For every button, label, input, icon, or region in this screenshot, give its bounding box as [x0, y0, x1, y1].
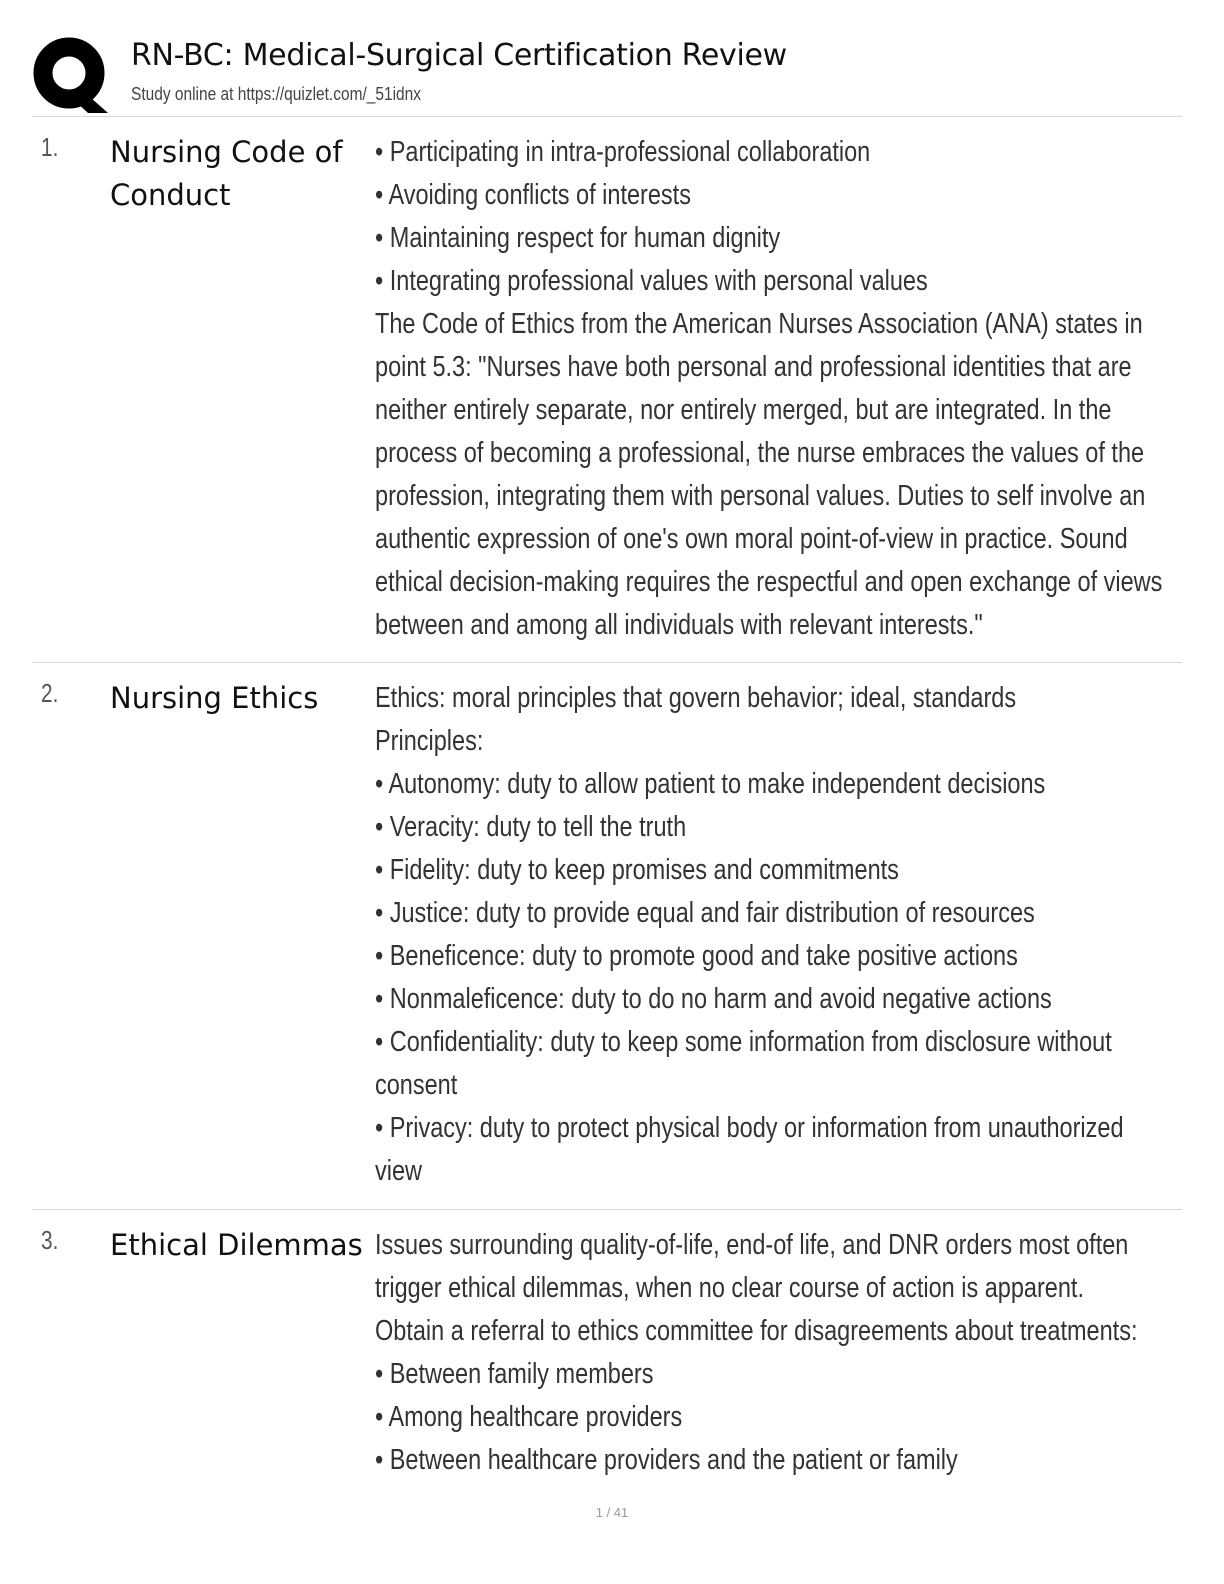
- definition-line: • Maintaining respect for human dignity: [375, 222, 781, 254]
- definition-line: • Nonmaleficence: duty to do no harm and avoid negative actions: [375, 983, 1052, 1015]
- definition-line: point 5.3: "Nurses have both personal and professional identities that are: [375, 351, 1132, 383]
- definition-line: Ethics: moral principles that govern behavior; ideal, standards: [375, 682, 1017, 714]
- definition-line: Principles:: [375, 725, 484, 757]
- definition-line: • Beneficence: duty to promote good and take positive actions: [375, 940, 1018, 972]
- definition-line: trigger ethical dilemmas, when no clear course of action is apparent.: [375, 1272, 1084, 1304]
- quizlet-logo-icon: [32, 36, 110, 114]
- definition-line: • Fidelity: duty to keep promises and commitments: [375, 854, 899, 886]
- card-definition: [375, 131, 1163, 647]
- document-title: RN-BC: Medical-Surgical Certification Review: [131, 38, 787, 73]
- card-number: 3.: [41, 1225, 59, 1255]
- definition-line: consent: [375, 1069, 458, 1101]
- header-divider: [32, 116, 1182, 117]
- definition-line: • Justice: duty to provide equal and fair distribution of resources: [375, 897, 1035, 929]
- definition-line: • Veracity: duty to tell the truth: [375, 811, 687, 843]
- definition-line: • Confidentiality: duty to keep some information from disclosure without: [375, 1026, 1112, 1058]
- definition-line: profession, integrating them with personal values. Duties to self involve an: [375, 480, 1146, 512]
- card-divider: [32, 1209, 1182, 1210]
- card-definition: [375, 677, 1124, 1193]
- card-term: Nursing Code of Conduct: [110, 135, 343, 212]
- definition-line: neither entirely separate, nor entirely merged, but are integrated. In the: [375, 394, 1112, 426]
- study-online-link[interactable]: Study online at https://quizlet.com/_51idnx: [131, 84, 421, 104]
- definition-line: Issues surrounding quality-of-life, end-of life, and DNR orders most often: [375, 1229, 1129, 1261]
- definition-line: view: [375, 1155, 422, 1187]
- definition-line: ethical decision-making requires the respectful and open exchange of views: [375, 566, 1163, 598]
- card-definition: [375, 1224, 1138, 1482]
- definition-line: • Integrating professional values with personal values: [375, 265, 928, 297]
- card-number: 2.: [41, 678, 59, 708]
- definition-line: • Between family members: [375, 1358, 654, 1390]
- definition-line: • Between healthcare providers and the patient or family: [375, 1444, 958, 1476]
- definition-line: • Among healthcare providers: [375, 1401, 683, 1433]
- definition-line: between and among all individuals with relevant interests.": [375, 609, 983, 641]
- card-term: Nursing Ethics: [110, 681, 319, 715]
- definition-line: process of becoming a professional, the nurse embraces the values of the: [375, 437, 1145, 469]
- card-term: Ethical Dilemmas: [110, 1228, 363, 1262]
- card-number: 1.: [41, 132, 59, 162]
- definition-line: • Privacy: duty to protect physical body or information from unauthorized: [375, 1112, 1124, 1144]
- definition-line: The Code of Ethics from the American Nurses Association (ANA) states in: [375, 308, 1143, 340]
- page-header: [32, 32, 1182, 118]
- card-divider: [32, 662, 1182, 663]
- page-number: 1 / 41: [595, 1505, 629, 1520]
- definition-line: • Autonomy: duty to allow patient to make independent decisions: [375, 768, 1046, 800]
- definition-line: authentic expression of one's own moral point-of-view in practice. Sound: [375, 523, 1128, 555]
- definition-line: • Participating in intra-professional collaboration: [375, 136, 871, 168]
- definition-line: • Avoiding conflicts of interests: [375, 179, 691, 211]
- definition-line: Obtain a referral to ethics committee for disagreements about treatments:: [375, 1315, 1138, 1347]
